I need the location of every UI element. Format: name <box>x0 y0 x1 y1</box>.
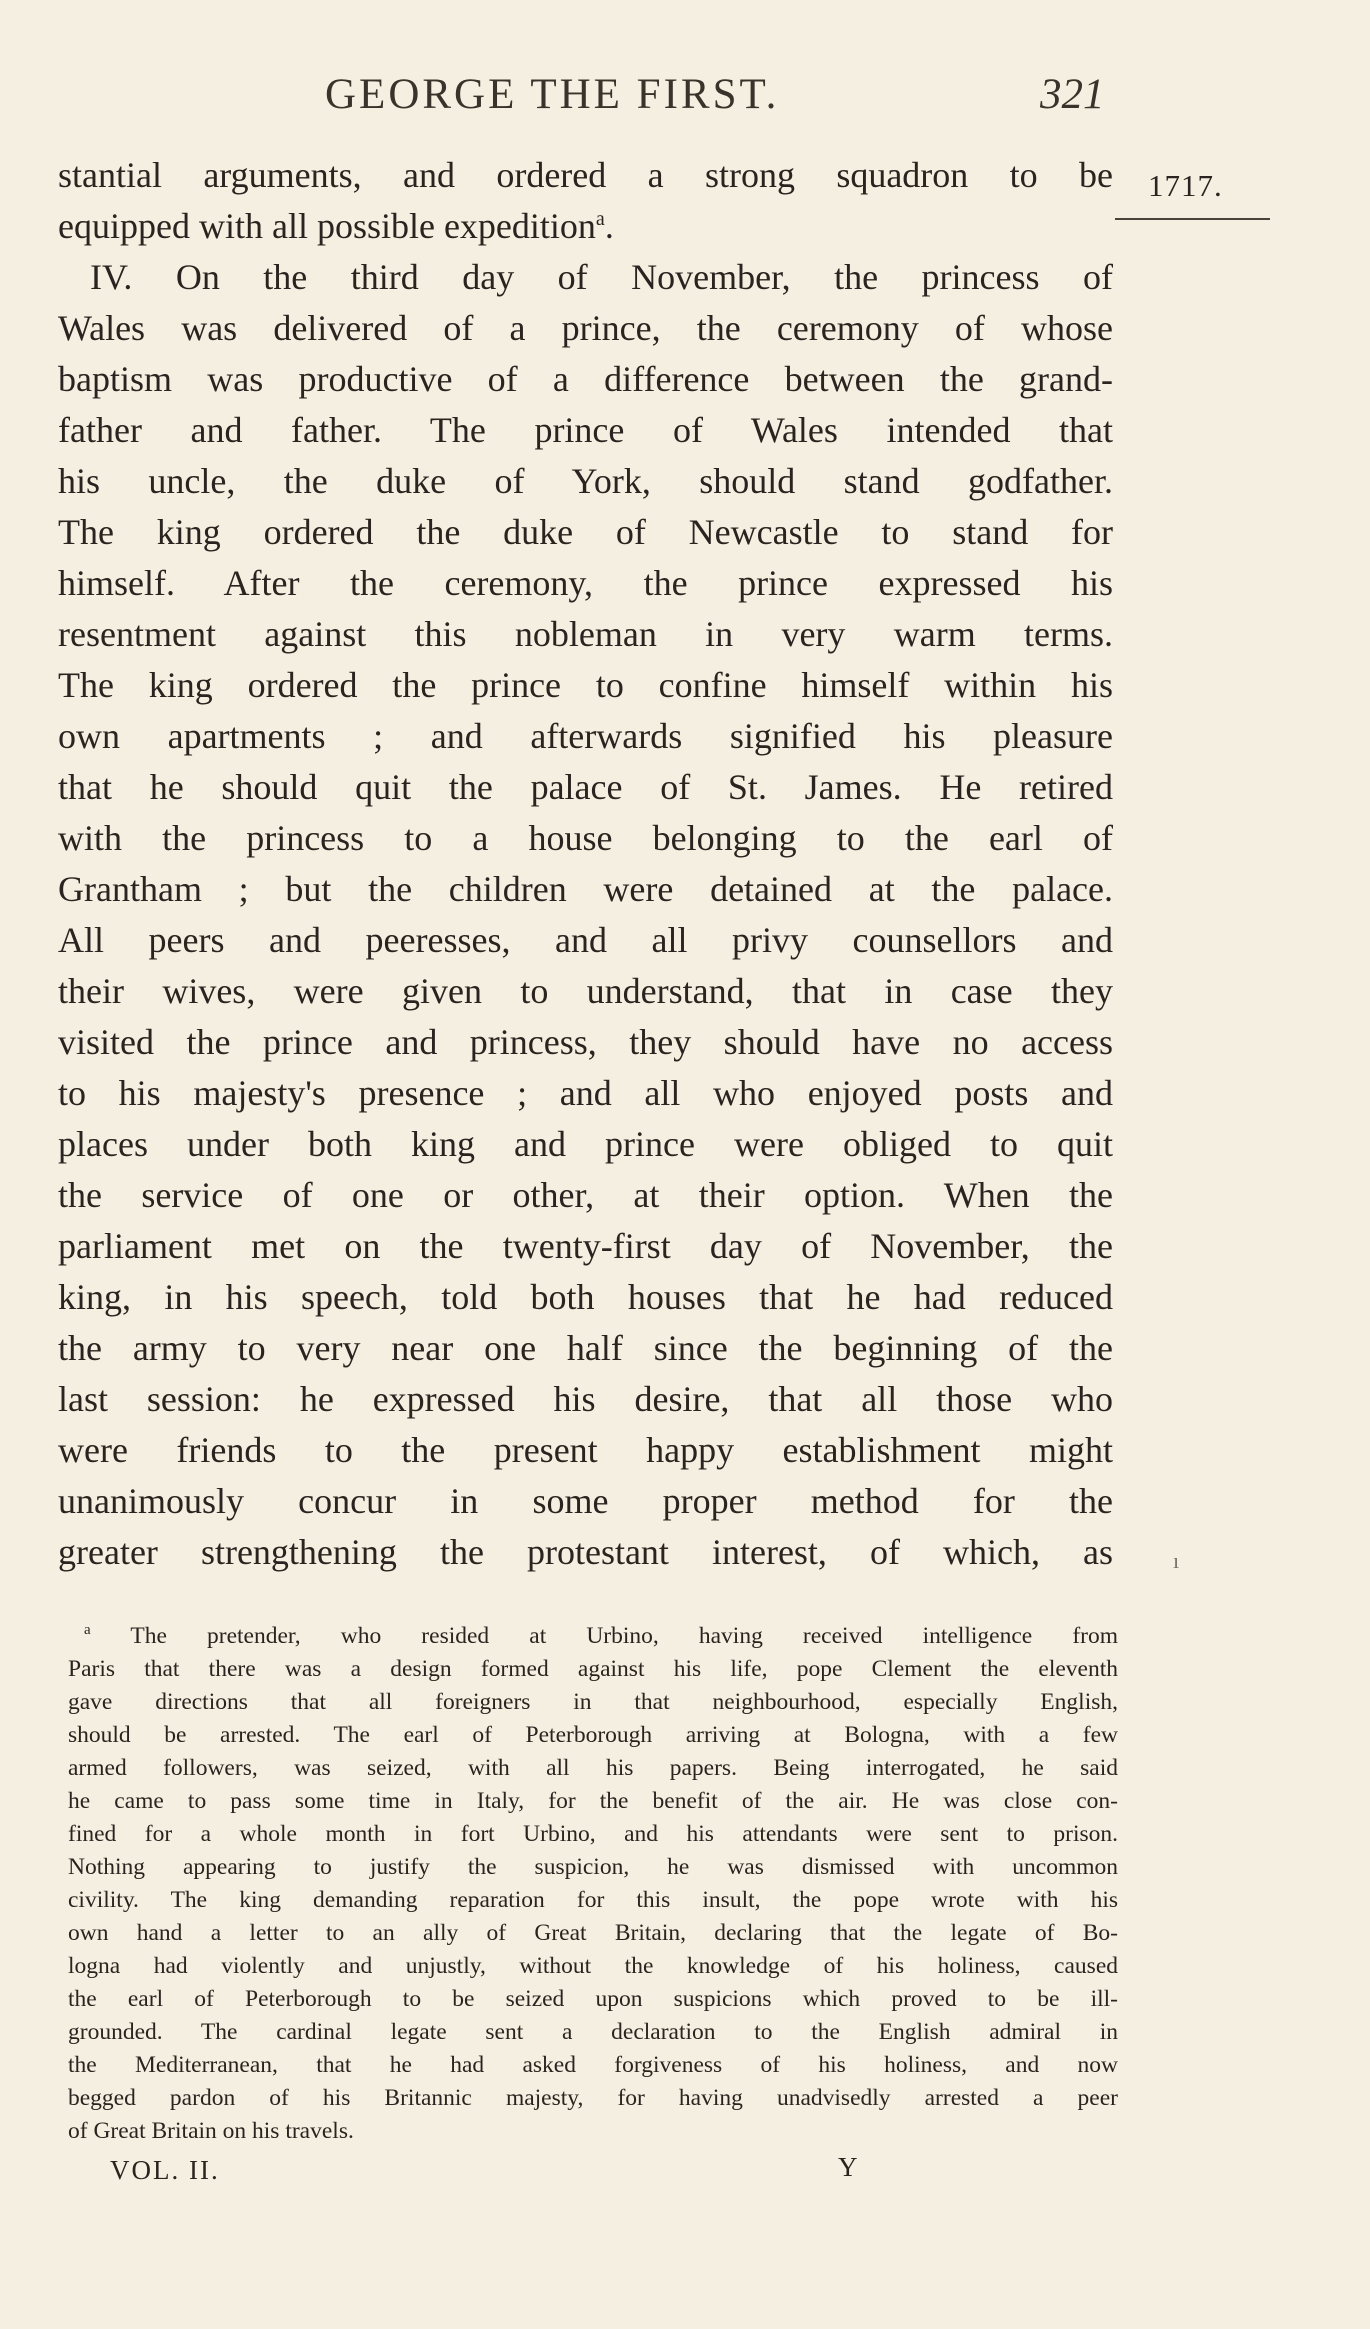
margin-rule <box>1115 218 1270 220</box>
text-line: their wives, were given to understand, that in case they <box>58 971 1113 1011</box>
text-line: equipped with all possible expedition$^a$. <box>58 206 614 246</box>
text-line: the service of one or other, at their option. When the <box>58 1175 1113 1215</box>
margin-mark: ı <box>1173 1548 1180 1573</box>
text-line: Grantham ; but the children were detained at the palace. <box>58 869 1113 909</box>
footnote-line: the earl of Peterborough to be seized upon suspicions which proved to be ill- <box>68 1986 1118 2012</box>
text-line: Wales was delivered of a prince, the ceremony of whose <box>58 308 1113 348</box>
margin-year: 1717. <box>1148 168 1223 203</box>
text-line: The king ordered the prince to confine himself within his <box>58 665 1113 705</box>
text-line: The king ordered the duke of Newcastle to stand for <box>58 512 1113 552</box>
text-line: greater strengthening the protestant interest, of which, as <box>58 1532 1113 1572</box>
footnote-line: civility. The king demanding reparation for this insult, the pope wrote with his <box>68 1887 1118 1913</box>
footnote-line: armed followers, was seized, with all his papers. Being interrogated, he said <box>68 1755 1118 1781</box>
running-title: GEORGE THE FIRST. <box>325 71 780 118</box>
footnote-line: begged pardon of his Britannic majesty, for having unadvisedly arrested a peer <box>68 2085 1118 2111</box>
text-line: father and father. The prince of Wales intended that <box>58 410 1113 450</box>
text-line: the army to very near one half since the beginning of the <box>58 1328 1113 1368</box>
footnote-line: grounded. The cardinal legate sent a declaration to the English admiral in <box>68 2019 1118 2045</box>
footnote-line: gave directions that all foreigners in that neighbourhood, especially English, <box>68 1689 1118 1715</box>
volume-label: VOL. II. <box>110 2155 220 2185</box>
text-line: that he should quit the palace of St. James. He retired <box>58 767 1113 807</box>
paragraph-start: IV. On the third day of November, the princess of <box>90 257 1113 297</box>
text-line: last session: he expressed his desire, that all those who <box>58 1379 1113 1419</box>
footnote-line <box>68 1620 1118 1653</box>
footnote-line: fined for a whole month in fort Urbino, and his attendants were sent to prison. <box>68 1821 1118 1847</box>
text-line: to his majesty's presence ; and all who enjoyed posts and <box>58 1073 1113 1113</box>
footnote-line: Nothing appearing to justify the suspicion, he was dismissed with uncommon <box>68 1854 1118 1880</box>
footnote-reference: a <box>595 208 605 230</box>
text-line: resentment against this nobleman in very warm terms. <box>58 614 1113 654</box>
footnote-line: should be arrested. The earl of Peterborough arriving at Bologna, with a few <box>68 1722 1118 1748</box>
text-line: parliament met on the twenty-first day of November, the <box>58 1226 1113 1266</box>
text-line: places under both king and prince were obliged to quit <box>58 1124 1113 1164</box>
footnote-marker: a <box>84 1622 91 1639</box>
text-line: All peers and peeresses, and all privy counsellors and <box>58 920 1113 960</box>
text-line: his uncle, the duke of York, should stand godfather. <box>58 461 1113 501</box>
footnote <box>68 1620 1118 2148</box>
footnote-line: logna had violently and unjustly, without the knowledge of his holiness, caused <box>68 1953 1118 1979</box>
running-head <box>0 70 1370 130</box>
footnote-line: Paris that there was a design formed against his life, pope Clement the eleventh <box>68 1656 1118 1682</box>
signature-mark: Y <box>838 2152 858 2182</box>
footnote-line: own hand a letter to an ally of Great Britain, declaring that the legate of Bo- <box>68 1920 1118 1946</box>
text-line: were friends to the present happy establishment might <box>58 1430 1113 1470</box>
text-line: visited the prince and princess, they should have no access <box>58 1022 1113 1062</box>
footnote-line-content: The pretender, who resided at Urbino, having received intelligence from <box>130 1623 1118 1649</box>
text-line: unanimously concur in some proper method for the <box>58 1481 1113 1521</box>
text-line: with the princess to a house belonging to the earl of <box>58 818 1113 858</box>
text-line: himself. After the ceremony, the prince expressed his <box>58 563 1113 603</box>
footnote-line: he came to pass some time in Italy, for the benefit of the air. He was close con- <box>68 1788 1118 1814</box>
page-number: 321 <box>1040 71 1105 118</box>
text-line: king, in his speech, told both houses that he had reduced <box>58 1277 1113 1317</box>
text-line: baptism was productive of a difference between the grand- <box>58 359 1113 399</box>
footnote-line: of Great Britain on his travels. <box>68 2118 354 2144</box>
text-line-content: equipped with all possible expedition <box>58 206 596 246</box>
text-line: own apartments ; and afterwards signified his pleasure <box>58 716 1113 756</box>
text-line: stantial arguments, and ordered a strong squadron to be <box>58 155 1113 195</box>
main-text <box>58 150 1113 1578</box>
footnote-line: the Mediterranean, that he had asked forgiveness of his holiness, and now <box>68 2052 1118 2078</box>
